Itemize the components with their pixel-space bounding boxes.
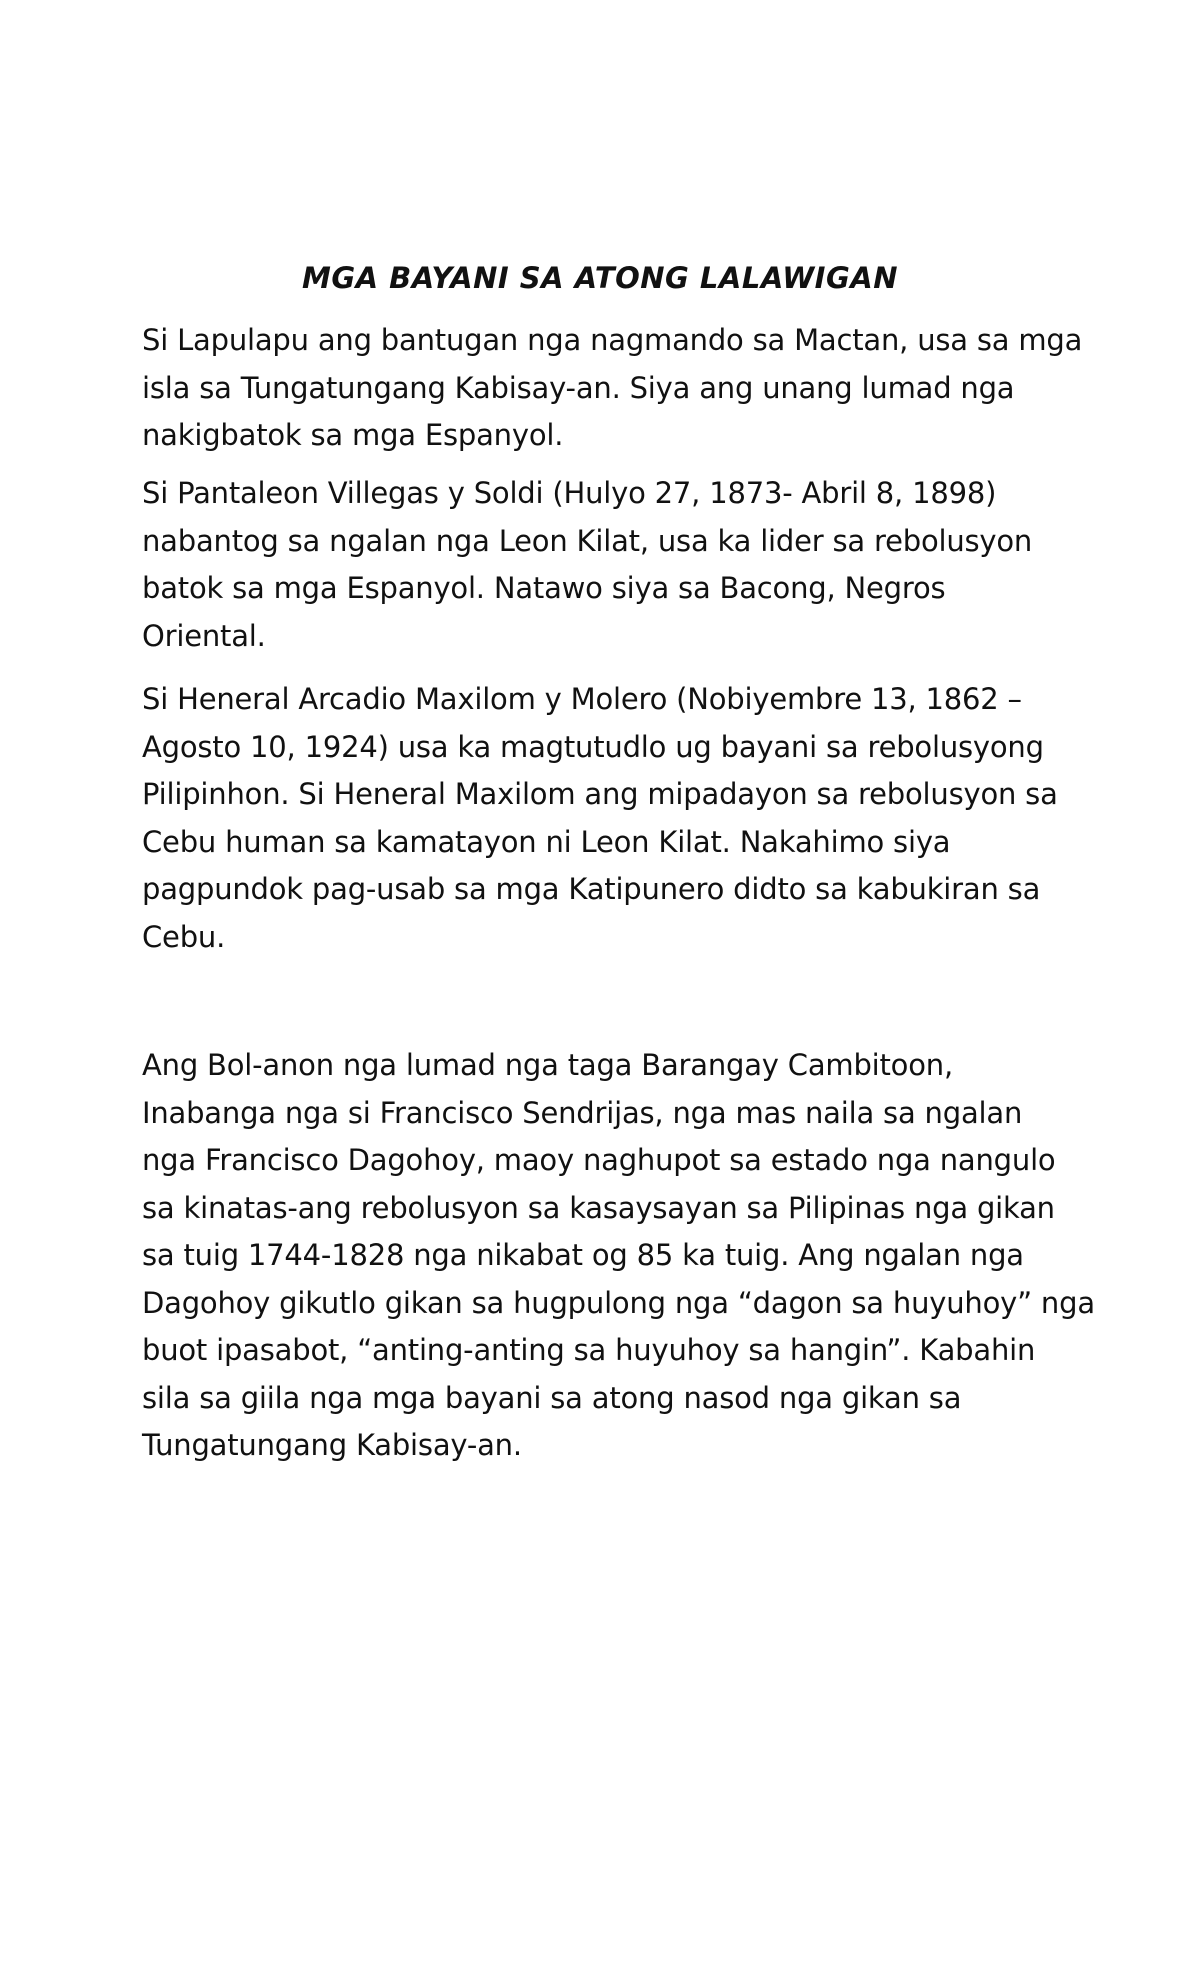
paragraph-line: Agosto 10, 1924) usa ka magtutudlo ug bayani sa rebolusyong [142, 729, 1044, 764]
paragraph-line: Si Pantaleon Villegas y Soldi (Hulyo 27, 1873- Abril 8, 1898) [142, 476, 997, 510]
paragraph-line: Tungatungang Kabisay-an. [142, 1428, 522, 1462]
paragraph-line: sila sa giila nga mga bayani sa atong nasod nga gikan sa [142, 1380, 962, 1415]
paragraph-line: buot ipasabot, “anting-anting sa huyuhoy sa hangin”. Kabahin [142, 1333, 1036, 1367]
paragraph-line: Cebu human sa kamatayon ni Leon Kilat. Nakahimo siya [142, 824, 951, 859]
paragraph-dagohoy [142, 1042, 1095, 1470]
paragraph-line: Ang Bol-anon nga lumad nga taga Barangay Cambitoon, [142, 1048, 953, 1082]
paragraph-line: isla sa Tungatungang Kabisay-an. Siya ang unang lumad nga [142, 370, 1015, 405]
paragraph-line: Oriental. [142, 618, 266, 653]
paragraph-line: Si Lapulapu ang bantugan nga nagmando sa Mactan, usa sa mga [142, 323, 1083, 357]
page-title: MGA BAYANI SA ATONG LALAWIGAN [301, 261, 898, 295]
paragraph-line: Dagohoy gikutlo gikan sa hugpulong nga “dagon sa huyuhoy” nga [142, 1285, 1095, 1320]
paragraph-line: Si Heneral Arcadio Maxilom y Molero (Nobiyembre 13, 1862 – [142, 682, 1022, 716]
paragraph-leon-kilat [142, 470, 1082, 660]
paragraph-line: Pilipinhon. Si Heneral Maxilom ang mipadayon sa rebolusyon sa [142, 777, 1058, 811]
paragraph-maxilom [142, 676, 1082, 961]
paragraph-line: nabantog sa ngalan nga Leon Kilat, usa ka lider sa rebolusyon [142, 523, 1033, 558]
paragraph-line: pagpundok pag-usab sa mga Katipunero didto sa kabukiran sa [142, 872, 1041, 906]
paragraph-line: batok sa mga Espanyol. Natawo siya sa Bacong, Negros [142, 571, 946, 605]
paragraph-line: Inabanga nga si Francisco Sendrijas, nga mas naila sa ngalan [142, 1095, 1023, 1130]
paragraph-line: sa kinatas-ang rebolusyon sa kasaysayan sa Pilipinas nga gikan [142, 1190, 1055, 1225]
paragraph-line: Cebu. [142, 919, 226, 954]
paragraph-lapulapu [142, 317, 1082, 460]
paragraph-line: sa tuig 1744-1828 nga nikabat og 85 ka tuig. Ang ngalan nga [142, 1238, 1024, 1272]
paragraph-line: nakigbatok sa mga Espanyol. [142, 418, 564, 452]
paragraph-line: nga Francisco Dagohoy, maoy naghupot sa estado nga nangulo [142, 1143, 1056, 1177]
